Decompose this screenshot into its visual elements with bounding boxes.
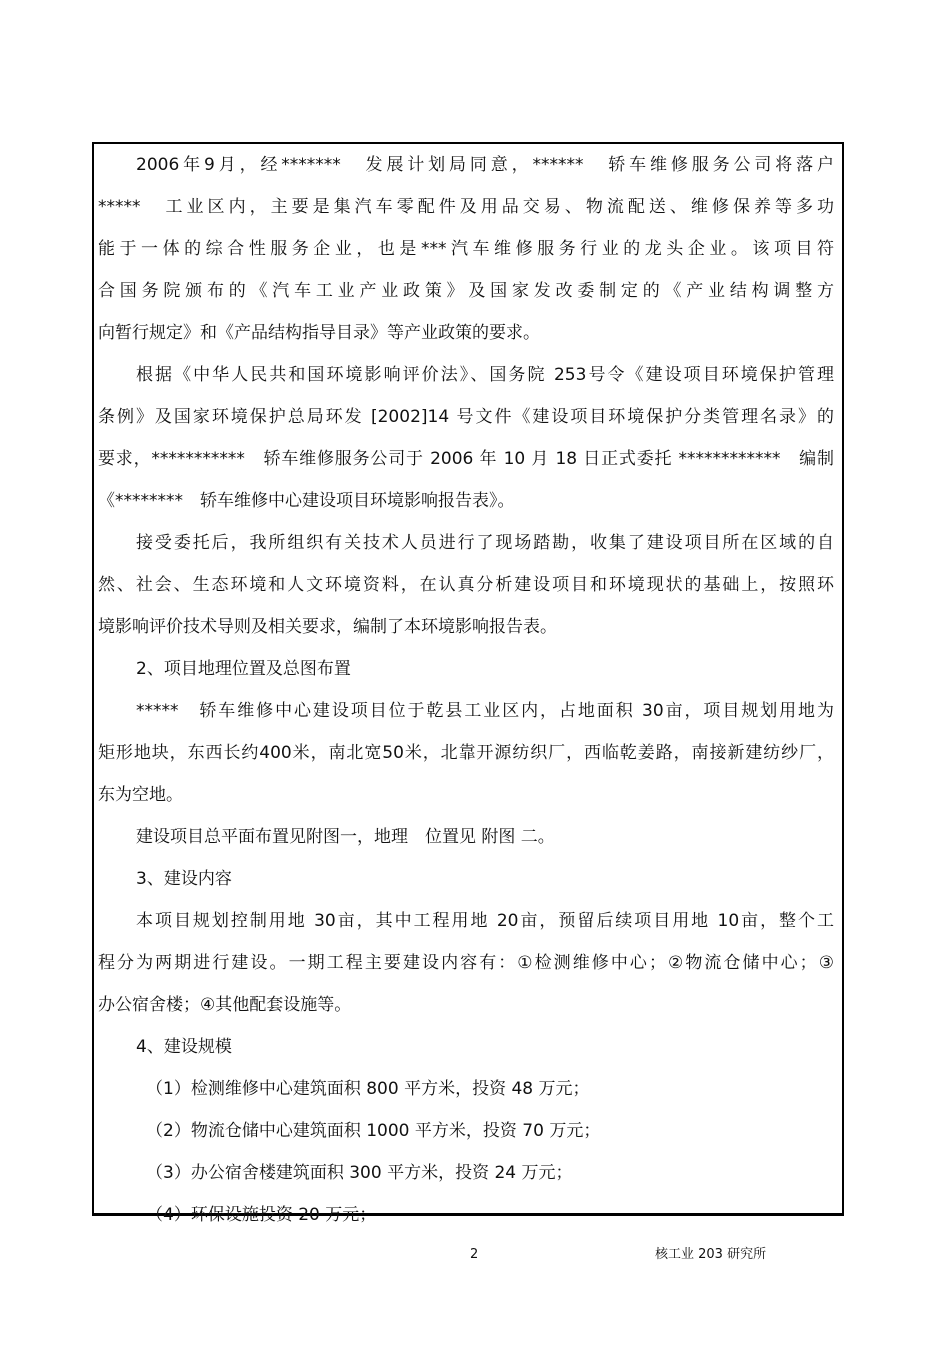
text-line: 2006年9月，经******* 发展计划局同意，****** 轿车维修服务公司将落户 [136, 155, 834, 175]
section-heading: 3、建设内容 [136, 869, 232, 889]
text-line: 程分为两期进行建设。一期工程主要建设内容有：①检测维修中心；②物流仓储中心；③ [98, 953, 834, 973]
text-line: ***** 轿车维修中心建设项目位于乾县工业区内，占地面积 30亩，项目规划用地为 [136, 701, 834, 721]
text-line: 然、社会、生态环境和人文环境资料，在认真分析建设项目和环境现状的基础上，按照环 [98, 575, 834, 595]
list-item: （4）环保设施投资 20 万元； [146, 1205, 377, 1225]
text-line: 《******** 轿车维修中心建设项目环境影响报告表》。 [98, 491, 515, 511]
section-heading: 4、建设规模 [136, 1037, 232, 1057]
text-line: 矩形地块，东西长约400米，南北宽50米，北靠开源纺织厂，西临乾姜路，南接新建纺纱厂， [98, 743, 834, 763]
text-line: 向暂行规定》和《产品结构指导目录》等产业政策的要求。 [98, 323, 540, 343]
section-heading: 2、项目地理位置及总图布置 [136, 659, 351, 679]
text-line: ***** 工业区内，主要是集汽车零配件及用品交易、物流配送、维修保养等多功 [98, 197, 834, 217]
text-line: 境影响评价技术导则及相关要求，编制了本环境影响报告表。 [98, 617, 557, 637]
text-line: 条例》及国家环境保护总局环发 [2002]14 号文件《建设项目环境保护分类管理名录》的 [98, 407, 834, 427]
text-line: 本项目规划控制用地 30亩，其中工程用地 20亩，预留后续项目用地 10亩，整个工 [136, 911, 834, 931]
text-line: 能于一体的综合性服务企业，也是***汽车维修服务行业的龙头企业。该项目符 [98, 239, 834, 259]
list-item: （1）检测维修中心建筑面积 800 平方米，投资 48 万元； [146, 1079, 590, 1099]
list-item: （2）物流仓储中心建筑面积 1000 平方米，投资 70 万元； [146, 1121, 601, 1141]
text-line: 办公宿舍楼；④其他配套设施等。 [98, 995, 352, 1015]
footer-organization: 核工业 203 研究所 [655, 1247, 767, 1262]
list-item: （3）办公宿舍楼建筑面积 300 平方米，投资 24 万元； [146, 1163, 573, 1183]
text-line: 东为空地。 [98, 785, 183, 805]
text-line: 建设项目总平面布置见附图一，地理 位置见 附图 二。 [136, 827, 555, 847]
text-line: 要求，*********** 轿车维修服务公司于 2006 年 10 月 18 日正式委托 ************ 编制 [98, 449, 834, 469]
page-number: 2 [470, 1247, 479, 1262]
text-line: 合国务院颁布的《汽车工业产业政策》及国家发改委制定的《产业结构调整方 [98, 281, 834, 301]
text-line: 根据《中华人民共和国环境影响评价法》、国务院 253号令《建设项目环境保护管理 [136, 365, 834, 385]
text-line: 接受委托后，我所组织有关技术人员进行了现场踏勘，收集了建设项目所在区域的自 [136, 533, 834, 553]
